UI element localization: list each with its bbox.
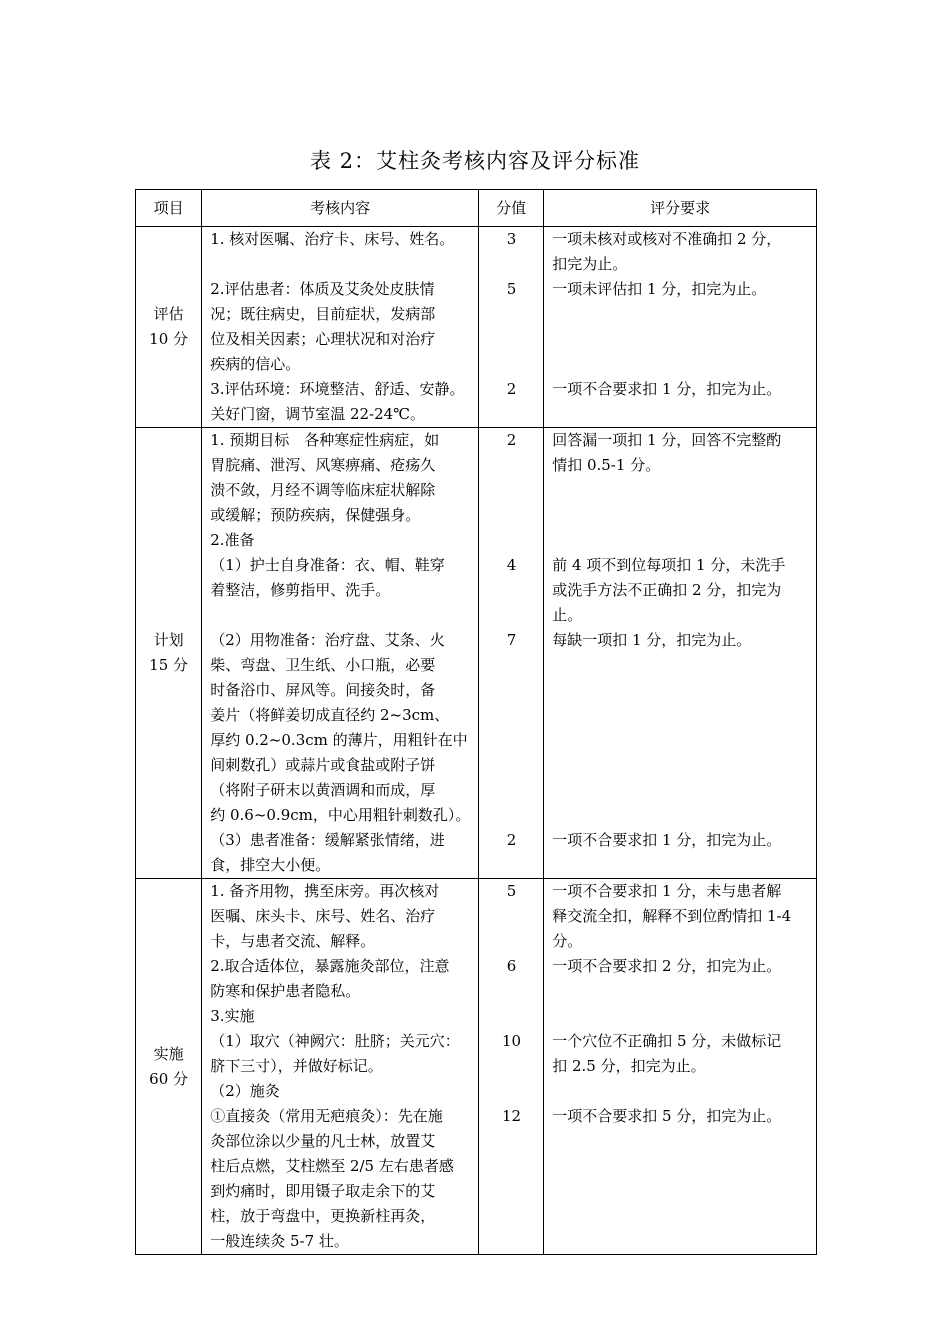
score-cell — [479, 879, 544, 1255]
content-line: 防寒和保护患者隐私。 — [210, 982, 361, 1000]
table-body — [136, 227, 817, 1255]
requirement-cell — [544, 428, 817, 879]
requirement-text — [552, 879, 808, 954]
requirement-text — [552, 553, 808, 628]
content-line: 1. 备齐用物，携至床旁。再次核对 — [210, 882, 440, 900]
content-line: 柱，放于弯盘中，更换新柱再灸， — [210, 1207, 436, 1225]
content-line: ①直接灸（常用无疤痕灸）：先在施 — [210, 1107, 443, 1125]
score-value: 7 — [506, 631, 517, 649]
section-label — [136, 428, 202, 879]
scoring-table — [135, 189, 817, 1255]
requirement-text — [552, 377, 808, 402]
section-points: 10 分 — [149, 330, 189, 348]
content-line: 1. 预期目标 各种寒症性病症，如 — [210, 431, 440, 449]
requirement-text — [552, 628, 808, 653]
table-title: 表 2：艾柱灸考核内容及评分标准 — [309, 149, 641, 173]
header-score: 分值 — [479, 190, 544, 227]
content-item — [210, 1104, 474, 1254]
requirement-cell — [544, 879, 817, 1255]
table-row — [136, 227, 817, 428]
content-line: 2.取合适体位，暴露施灸部位，注意 — [210, 957, 450, 975]
requirement-line: 或洗手方法不正确扣 2 分，扣完为 — [552, 581, 782, 599]
table-header-row — [136, 190, 817, 227]
content-line: 3.实施 — [210, 1007, 255, 1025]
content-item — [210, 1029, 474, 1104]
requirement-line: 一项不合要求扣 1 分，扣完为止。 — [552, 380, 782, 398]
header-item: 项目 — [136, 190, 202, 227]
content-item — [210, 879, 474, 954]
section-label — [136, 227, 202, 428]
score-value: 5 — [506, 882, 517, 900]
section-name: 计划 — [153, 631, 184, 649]
content-line: 着整洁，修剪指甲、洗手。 — [210, 581, 391, 599]
requirement-line: 一项未评估扣 1 分，扣完为止。 — [552, 280, 767, 298]
content-line: 到灼痛时，即用镊子取走余下的艾 — [210, 1182, 436, 1200]
requirement-text — [552, 227, 808, 277]
requirement-text — [552, 954, 808, 979]
requirement-text — [552, 1029, 808, 1079]
content-line: （1）护士自身准备：衣、帽、鞋穿 — [210, 556, 445, 574]
requirement-line: 情扣 0.5-1 分。 — [552, 456, 661, 474]
requirement-text — [552, 828, 808, 853]
content-line — [210, 252, 474, 277]
content-item — [210, 277, 474, 377]
content-item — [210, 628, 474, 828]
content-line: 3.评估环境：环境整洁、舒适、安静。 — [210, 380, 465, 398]
content-line: 时备浴巾、屏风等。间接灸时，备 — [210, 681, 436, 699]
requirement-text — [552, 1104, 808, 1129]
requirement-line: 止。 — [552, 606, 583, 624]
score-value: 2 — [506, 431, 517, 449]
requirement-text — [552, 428, 808, 478]
content-line: 约 0.6~0.9cm，中心用粗针刺数孔）。 — [210, 806, 471, 824]
content-item — [210, 553, 474, 628]
requirement-line: 扣 2.5 分，扣完为止。 — [552, 1057, 706, 1075]
content-item — [210, 227, 474, 277]
score-value: 6 — [506, 957, 517, 975]
score-value: 2 — [506, 831, 517, 849]
content-line: 姜片（将鲜姜切成直径约 2~3cm、 — [210, 706, 450, 724]
content-line: 脐下三寸），并做好标记。 — [210, 1057, 383, 1075]
score-cell — [479, 227, 544, 428]
score-value: 5 — [506, 280, 517, 298]
requirement-line: 一项不合要求扣 1 分，扣完为止。 — [552, 831, 782, 849]
content-line: 食，排空大小便。 — [210, 856, 331, 874]
content-line: 柱后点燃，艾柱燃至 2/5 左右患者感 — [210, 1157, 454, 1175]
score-value: 3 — [506, 230, 517, 248]
score-value: 12 — [501, 1107, 522, 1125]
requirement-line: 一项未核对或核对不准确扣 2 分， — [552, 230, 782, 248]
content-line: 1. 核对医嘱、治疗卡、床号、姓名。 — [210, 230, 455, 248]
requirement-cell — [544, 227, 817, 428]
table-row — [136, 879, 817, 1255]
content-item — [210, 828, 474, 878]
content-item — [210, 954, 474, 1029]
section-name: 评估 — [153, 305, 184, 323]
section-points: 15 分 — [149, 656, 189, 674]
requirement-text — [552, 277, 808, 302]
requirement-line: 一项不合要求扣 5 分，扣完为止。 — [552, 1107, 782, 1125]
content-line: （2）施灸 — [210, 1082, 280, 1100]
content-line: （将附子研末以黄酒调和而成，厚 — [210, 781, 436, 799]
header-content: 考核内容 — [202, 190, 479, 227]
content-line — [210, 603, 474, 628]
requirement-line: 分。 — [552, 932, 583, 950]
content-item — [210, 377, 474, 427]
requirement-line: 一项不合要求扣 1 分，未与患者解 — [552, 882, 782, 900]
content-line: 柴、弯盘、卫生纸、小口瓶，必要 — [210, 656, 436, 674]
score-value: 4 — [506, 556, 517, 574]
requirement-line: 一个穴位不正确扣 5 分，未做标记 — [552, 1032, 782, 1050]
content-line: 关好门窗，调节室温 22-24℃。 — [210, 405, 425, 423]
content-line: 溃不敛，月经不调等临床症状解除 — [210, 481, 436, 499]
content-line: 间刺数孔）或蒜片或食盐或附子饼 — [210, 756, 436, 774]
requirement-line: 每缺一项扣 1 分，扣完为止。 — [552, 631, 752, 649]
content-item — [210, 428, 474, 553]
content-cell — [202, 428, 479, 879]
score-cell — [479, 428, 544, 879]
requirement-line: 扣完为止。 — [552, 255, 628, 273]
content-line: （1）取穴（神阙穴：肚脐；关元穴： — [210, 1032, 460, 1050]
table-row — [136, 428, 817, 879]
content-line: 医嘱、床头卡、床号、姓名、治疗 — [210, 907, 436, 925]
content-line: 2.准备 — [210, 531, 255, 549]
content-line: 2.评估患者：体质及艾灸处皮肤情 — [210, 280, 435, 298]
content-line: 或缓解；预防疾病，保健强身。 — [210, 506, 421, 524]
score-value: 2 — [506, 380, 517, 398]
content-line: 灸部位涂以少量的凡士林，放置艾 — [210, 1132, 436, 1150]
section-points: 60 分 — [149, 1069, 189, 1088]
section-name: 实施 — [153, 1044, 184, 1063]
header-requirement: 评分要求 — [544, 190, 817, 227]
requirement-line: 一项不合要求扣 2 分，扣完为止。 — [552, 957, 782, 975]
content-line: （3）患者准备：缓解紧张情绪，进 — [210, 831, 445, 849]
score-value: 10 — [501, 1032, 522, 1050]
content-cell — [202, 879, 479, 1255]
requirement-line: 回答漏一项扣 1 分，回答不完整酌 — [552, 431, 782, 449]
section-label — [136, 879, 202, 1255]
content-line: （2）用物准备：治疗盘、艾条、火 — [210, 631, 445, 649]
requirement-line: 释交流全扣，解释不到位酌情扣 1-4 — [552, 907, 792, 925]
content-line: 卡，与患者交流、解释。 — [210, 932, 376, 950]
content-line: 况；既往病史，目前症状，发病部 — [210, 305, 436, 323]
content-cell — [202, 227, 479, 428]
content-line: 疾病的信心。 — [210, 355, 301, 373]
content-line: 一般连续灸 5-7 壮。 — [210, 1232, 349, 1250]
content-line: 厚约 0.2~0.3cm 的薄片，用粗针在中 — [210, 731, 468, 749]
content-line: 胃脘痛、泄泻、风寒痹痛、疮疡久 — [210, 456, 436, 474]
requirement-line: 前 4 项不到位每项扣 1 分，未洗手 — [552, 556, 786, 574]
content-line: 位及相关因素；心理状况和对治疗 — [210, 330, 436, 348]
